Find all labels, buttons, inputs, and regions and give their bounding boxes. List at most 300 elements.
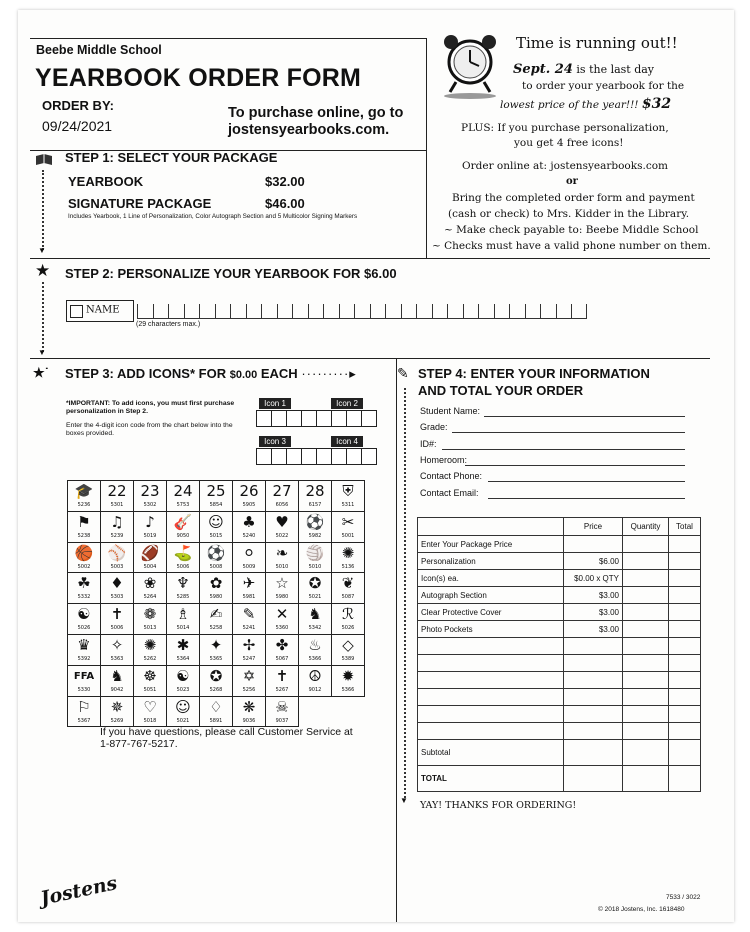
icon-chart-cell <box>200 481 233 512</box>
icon-code: 5301 <box>110 502 124 508</box>
order-row-label: Clear Protective Cover <box>418 604 564 621</box>
icon-glyph-icon: ☺ <box>208 512 224 531</box>
icon-glyph-icon: ✢ <box>242 635 256 654</box>
icon-glyph-icon: ◇ <box>342 635 354 654</box>
blank-row <box>418 638 701 655</box>
order-row-total[interactable] <box>669 621 701 638</box>
icon-chart-cell <box>101 573 134 604</box>
package-signature-name[interactable]: SIGNATURE PACKAGE <box>68 196 212 211</box>
step3-step4-divider <box>396 358 397 922</box>
order-by-label: ORDER BY: <box>42 98 114 113</box>
icon-chart-cell <box>101 512 134 543</box>
total-value[interactable] <box>669 766 701 792</box>
icon-code: 5015 <box>209 532 223 539</box>
icon-chart-cell <box>167 604 200 635</box>
icon-code: 5240 <box>242 532 256 539</box>
icon-glyph-icon: FFA <box>73 670 95 682</box>
form-number: 7533 / 3022 <box>666 894 701 901</box>
order-row-total[interactable] <box>669 553 701 570</box>
check-line-1: ~ Make check payable to: Beebe Middle School <box>444 224 699 236</box>
field-input-line[interactable] <box>484 416 685 417</box>
order-row-quantity[interactable] <box>623 553 669 570</box>
blank-total[interactable] <box>669 672 701 689</box>
order-row-total[interactable] <box>669 604 701 621</box>
step1-heading: STEP 1: SELECT YOUR PACKAGE <box>65 150 278 165</box>
top-rule <box>30 38 426 39</box>
package-yearbook-name[interactable]: YEARBOOK <box>68 174 144 189</box>
order-row-label: Enter Your Package Price <box>418 536 564 553</box>
icon-glyph-icon: ❀ <box>143 574 157 593</box>
blank-price <box>564 672 623 689</box>
field-label: ID#: <box>420 438 437 449</box>
icon-glyph-icon: ☸ <box>143 666 157 685</box>
book-icon <box>35 153 53 167</box>
icon-chart-cell <box>299 481 332 512</box>
icon-2-label: Icon 2 <box>331 398 363 409</box>
icon-chart-cell <box>68 604 101 635</box>
blank-qty[interactable] <box>623 723 669 740</box>
name-character-boxes[interactable] <box>137 304 587 319</box>
order-row-quantity[interactable] <box>623 604 669 621</box>
icon-glyph-icon: ✺ <box>143 635 157 654</box>
blank-total[interactable] <box>669 723 701 740</box>
online-line-2: jostensyearbooks.com. <box>228 122 390 138</box>
icon-glyph-icon: 28 <box>305 482 325 500</box>
order-row-quantity[interactable] <box>623 587 669 604</box>
blank-row <box>418 689 701 706</box>
icon-glyph-icon: 23 <box>140 482 160 500</box>
icon-code: 5264 <box>143 594 157 601</box>
icon-code: 5247 <box>242 655 256 662</box>
icon-glyph-icon: ✺ <box>341 543 355 562</box>
icon-chart-cell <box>332 666 365 697</box>
icon-glyph-icon: ✦ <box>209 635 223 654</box>
icon-code: 5360 <box>275 625 289 632</box>
icon-code: 5051 <box>143 686 157 693</box>
icon-glyph-icon: ⚽ <box>305 512 325 531</box>
icon-chart-cell <box>101 543 134 574</box>
icon-glyph-icon: ♗ <box>176 605 190 624</box>
icon-glyph-icon: ♦ <box>110 574 124 593</box>
order-total-table <box>417 517 701 792</box>
icon-chart-cell <box>167 481 200 512</box>
pencil-icon: ✎ <box>397 365 409 381</box>
icon-chart-cell <box>68 481 101 512</box>
icon-glyph-icon: ⚾ <box>107 543 127 562</box>
plus-text: If you purchase personalization, <box>497 122 669 134</box>
header-blank <box>418 518 564 536</box>
subtotal-price <box>564 740 623 766</box>
icon-2-code-boxes[interactable] <box>316 410 376 427</box>
icon-instruction: Enter the 4-digit icon code from the chart below into the boxes provided. <box>66 422 233 437</box>
icon-code: 5002 <box>77 563 91 570</box>
icon-code: 5013 <box>143 625 157 632</box>
icon-code: 5009 <box>242 563 256 570</box>
icon-glyph-icon: ☆ <box>275 574 289 593</box>
icon-chart-cell <box>200 666 233 697</box>
icon-code: 5342 <box>308 625 322 632</box>
icon-code: 5262 <box>143 655 157 662</box>
icon-glyph-icon: ♞ <box>110 666 124 685</box>
icon-glyph-icon: ✱ <box>176 635 190 654</box>
icon-glyph-icon: 🏐 <box>305 543 325 562</box>
header-divider <box>426 38 427 258</box>
plus-label: PLUS: <box>461 122 495 134</box>
icon-4-code-boxes[interactable] <box>316 448 376 465</box>
blank-cell <box>418 689 564 706</box>
field-input-line[interactable] <box>488 498 685 499</box>
icon-chart-cell <box>299 512 332 543</box>
sparkle-icon: ★˙ <box>33 365 49 380</box>
name-checkbox-group[interactable] <box>66 300 134 322</box>
order-row-total[interactable] <box>669 570 701 587</box>
subtotal-value[interactable] <box>669 740 701 766</box>
icon-glyph-icon: ♥ <box>275 512 289 531</box>
icon-chart-cell <box>134 666 167 697</box>
bring-line-1: Bring the completed order form and payment <box>452 192 695 204</box>
icon-chart-cell <box>332 543 365 574</box>
icon-code: 5238 <box>77 532 91 539</box>
icon-chart-cell <box>233 481 266 512</box>
icon-3-label: Icon 3 <box>259 436 291 447</box>
package-yearbook-price: $32.00 <box>265 174 305 189</box>
icon-code: 5854 <box>209 502 223 508</box>
name-max-note: (29 characters max.) <box>136 321 201 328</box>
icon-glyph-icon: ✎ <box>242 605 256 624</box>
icon-chart-cell <box>332 635 365 666</box>
icon-glyph-icon: ❧ <box>275 543 289 562</box>
icon-code: 9050 <box>176 532 190 539</box>
price-header: Price <box>564 518 623 536</box>
blank-cell <box>418 638 564 655</box>
school-name: Beebe Middle School <box>36 43 162 57</box>
icon-code: 5980 <box>209 594 223 601</box>
icon-code: 5010 <box>308 563 322 570</box>
icon-glyph-icon: ❁ <box>143 605 157 624</box>
icon-glyph-icon: 🏀 <box>74 543 94 562</box>
deadline-rest: is the last day <box>572 63 655 76</box>
icon-glyph-icon: 🎓 <box>74 482 94 500</box>
subtotal-label: Subtotal <box>418 740 564 766</box>
package-signature-price: $46.00 <box>265 196 305 211</box>
icon-3-code-boxes[interactable] <box>256 448 316 465</box>
total-header: Total <box>669 518 701 536</box>
icon-code: 5239 <box>110 532 124 539</box>
icon-chart-cell <box>167 573 200 604</box>
icon-code: 5302 <box>143 502 157 508</box>
step2-rule <box>30 358 710 359</box>
icon-chart-cell <box>68 635 101 666</box>
order-row-price: $3.00 <box>564 621 623 638</box>
icon-code: 5363 <box>110 655 124 662</box>
check-line-2: ~ Checks must have a valid phone number on them. <box>432 240 711 252</box>
icon-chart-cell <box>134 697 167 728</box>
notice-line-3-text: lowest price of the year!!! <box>500 99 639 111</box>
blank-qty[interactable] <box>623 655 669 672</box>
blank-total[interactable] <box>669 655 701 672</box>
deadline-date: Sept. 24 <box>513 62 573 77</box>
icon-code: 6056 <box>275 502 289 508</box>
icon-code: 5022 <box>275 532 289 539</box>
icon-chart-cell <box>266 635 299 666</box>
order-row <box>418 570 701 587</box>
icon-glyph-icon: ❋ <box>242 697 256 716</box>
notice-line-2: to order your yearbook for the <box>522 80 685 92</box>
icon-glyph-icon: 🎸 <box>173 512 193 531</box>
order-rows <box>418 536 701 638</box>
icon-glyph-icon: ♨ <box>308 635 322 654</box>
questions-note: If you have questions, please call Customer Service at 1-877-767-5217. <box>100 726 353 750</box>
icon-code: 5003 <box>110 563 124 570</box>
online-line-1: To purchase online, go to <box>228 105 404 121</box>
icon-glyph-icon: ✕ <box>275 605 289 624</box>
blank-price <box>564 655 623 672</box>
icon-code: 5891 <box>209 717 223 724</box>
icon-4-label: Icon 4 <box>331 436 363 447</box>
name-label: NAME <box>86 304 120 316</box>
icon-chart-cell <box>233 573 266 604</box>
order-row <box>418 536 701 553</box>
blank-row <box>418 723 701 740</box>
icon-glyph-icon: ⚐ <box>77 697 91 716</box>
notice-price: $32 <box>641 96 672 112</box>
icon-chart-cell <box>299 573 332 604</box>
icon-code: 5087 <box>341 594 355 601</box>
order-row-total[interactable] <box>669 536 701 553</box>
order-row-total[interactable] <box>669 587 701 604</box>
icon-code: 5023 <box>176 686 190 693</box>
notice-headline: Time is running out!! <box>516 34 678 52</box>
icon-code: 5014 <box>176 625 190 632</box>
icon-code: 5004 <box>143 563 157 570</box>
icon-glyph-icon: ☘ <box>77 574 91 593</box>
order-row-price: $6.00 <box>564 553 623 570</box>
icon-1-label: Icon 1 <box>259 398 291 409</box>
icon-chart-cell <box>233 604 266 635</box>
online-label: Order online at: <box>462 160 548 172</box>
icon-code: 5392 <box>77 655 91 662</box>
icon-chart-cell <box>332 481 365 512</box>
blank-price <box>564 706 623 723</box>
order-form-page <box>18 10 734 922</box>
icon-chart-cell <box>134 635 167 666</box>
icon-glyph-icon: 26 <box>239 482 259 500</box>
field-label: Grade: <box>420 422 448 433</box>
blank-row <box>418 706 701 723</box>
icon-chart-cell <box>200 604 233 635</box>
icon-code: 5905 <box>242 502 256 508</box>
name-checkbox[interactable] <box>70 305 83 318</box>
icon-glyph-icon: ℛ <box>342 605 354 624</box>
icon-chart-cell <box>167 697 200 728</box>
order-row-label: Personalization <box>418 553 564 570</box>
arrow-down-icon: ▼ <box>38 246 46 255</box>
icon-glyph-icon: ⛨ <box>342 482 354 500</box>
icon-chart-cell <box>101 697 134 728</box>
dotted-arrow-icon: ·········▸ <box>301 366 357 381</box>
icon-glyph-icon: ⚪ <box>242 543 256 562</box>
icon-code: 9042 <box>110 686 124 693</box>
plus-text-2: you get 4 free icons! <box>514 137 624 149</box>
icon-glyph-icon: ✡ <box>242 666 256 685</box>
step2-dotted-line <box>42 282 44 352</box>
icon-chart-cell <box>332 604 365 635</box>
total-price <box>564 766 623 792</box>
icon-glyph-icon: ✈ <box>242 574 256 593</box>
icon-chart-cell <box>332 573 365 604</box>
icon-glyph-icon: ❦ <box>341 574 355 593</box>
order-row <box>418 621 701 638</box>
icon-chart-cell <box>233 512 266 543</box>
icon-chart-cell <box>299 635 332 666</box>
icon-chart-cell <box>134 481 167 512</box>
blank-price <box>564 638 623 655</box>
icon-code: 5364 <box>176 655 190 662</box>
blank-qty[interactable] <box>623 706 669 723</box>
icon-code: 5330 <box>77 686 91 693</box>
icon-code: 5366 <box>308 655 322 662</box>
icon-code: 5006 <box>176 563 190 570</box>
icon-glyph-icon: 🏈 <box>140 543 160 562</box>
icon-chart-cell <box>167 666 200 697</box>
step1-dotted-line <box>42 170 44 250</box>
icon-chart-cell <box>167 635 200 666</box>
icon-glyph-icon: ☺ <box>175 697 191 716</box>
icon-code: 9012 <box>308 686 322 693</box>
order-row <box>418 587 701 604</box>
icon-code: 9037 <box>275 717 289 724</box>
icon-chart-cell <box>266 697 299 728</box>
arrow-down-icon-2: ▼ <box>38 348 46 357</box>
blank-total[interactable] <box>669 689 701 706</box>
step3-heading-price: $0.00 <box>229 369 258 381</box>
icon-code: 5367 <box>77 717 91 724</box>
star-icon: ★ <box>35 261 51 280</box>
notice-line-3 <box>500 96 671 112</box>
icon-glyph-icon: ✂ <box>341 512 355 531</box>
icon-chart-cell <box>68 573 101 604</box>
order-row-label: Autograph Section <box>418 587 564 604</box>
blank-qty[interactable] <box>623 638 669 655</box>
icon-code: 5008 <box>209 563 223 570</box>
icon-chart-cell <box>68 697 101 728</box>
icon-glyph-icon: ☠ <box>275 697 289 716</box>
notice-deadline <box>513 62 654 77</box>
order-row-label: Icon(s) ea. <box>418 570 564 587</box>
blank-qty[interactable] <box>623 672 669 689</box>
icon-code: 5366 <box>341 686 355 693</box>
icon-chart-cell <box>233 666 266 697</box>
bring-line-2: (cash or check) to Mrs. Kidder in the Library. <box>448 208 690 220</box>
order-row-price: $3.00 <box>564 604 623 621</box>
icon-glyph-icon: ✧ <box>110 635 124 654</box>
step4-heading-1: STEP 4: ENTER YOUR INFORMATION <box>418 366 650 381</box>
step1-rule <box>30 258 710 259</box>
blank-row <box>418 655 701 672</box>
icon-glyph-icon: ✪ <box>308 574 322 593</box>
order-row-label: Photo Pockets <box>418 621 564 638</box>
subtotal-qty <box>623 740 669 766</box>
order-row-quantity[interactable] <box>623 570 669 587</box>
icon-code: 6157 <box>308 502 322 508</box>
blank-cell <box>418 655 564 672</box>
blank-total[interactable] <box>669 706 701 723</box>
icon-glyph-icon: ⛳ <box>173 543 193 562</box>
icon-chart-cell <box>101 604 134 635</box>
field-input-line[interactable] <box>488 481 685 482</box>
icon-code: 5269 <box>110 717 124 724</box>
icon-glyph-icon: ♆ <box>176 574 190 593</box>
icon-glyph-icon: ☮ <box>308 666 322 685</box>
blank-price <box>564 689 623 706</box>
icon-code: 5389 <box>341 655 355 662</box>
blank-cell <box>418 672 564 689</box>
blank-qty[interactable] <box>623 689 669 706</box>
total-qty <box>623 766 669 792</box>
order-row-quantity[interactable] <box>623 621 669 638</box>
icon-chart-cell <box>134 604 167 635</box>
icon-code: 5258 <box>209 625 223 632</box>
jostens-logo: Jostens <box>38 872 120 910</box>
alarm-clock-icon <box>438 30 502 102</box>
icon-glyph-icon: 25 <box>206 482 226 500</box>
icon-glyph-icon: ♫ <box>110 512 124 531</box>
icon-glyph-icon: ♢ <box>209 697 223 716</box>
icon-code: 5241 <box>242 625 256 632</box>
field-label: Contact Phone: <box>420 471 483 482</box>
order-row-price: $0.00 x QTY <box>564 570 623 587</box>
icon-code: 9036 <box>242 717 256 724</box>
icon-code: 5256 <box>242 686 256 693</box>
order-row-price <box>564 536 623 553</box>
signature-package-note: Includes Yearbook, 1 Line of Personalization, Color Autograph Section and 5 Multicolor Signing Markers <box>68 213 358 220</box>
icon-glyph-icon: 22 <box>107 482 127 500</box>
step2-heading: STEP 2: PERSONALIZE YOUR YEARBOOK FOR $6.00 <box>65 266 397 281</box>
icon-code: 5001 <box>341 532 355 539</box>
icon-chart-cell <box>167 512 200 543</box>
icon-code: 5285 <box>176 594 190 601</box>
blank-row <box>418 672 701 689</box>
blank-total[interactable] <box>669 638 701 655</box>
icon-chart-cell <box>266 543 299 574</box>
icon-glyph-icon: ⚽ <box>206 543 226 562</box>
icon-glyph-icon: ✵ <box>110 697 124 716</box>
field-input-line[interactable] <box>465 465 685 466</box>
icon-chart-cell <box>200 697 233 728</box>
icon-chart-cell <box>266 573 299 604</box>
field-input-line[interactable] <box>452 432 685 433</box>
icon-glyph-icon: ♛ <box>77 635 91 654</box>
step3-heading <box>65 366 357 382</box>
icon-code: 5067 <box>275 655 289 662</box>
icon-chart-cell <box>200 543 233 574</box>
blank-cell <box>418 706 564 723</box>
field-input-line[interactable] <box>442 449 685 450</box>
icon-code: 5267 <box>275 686 289 693</box>
icon-1-code-boxes[interactable] <box>256 410 316 427</box>
icon-code: 5006 <box>110 625 124 632</box>
arrow-down-icon-3: ▼ <box>400 796 408 805</box>
online-url: jostensyearbooks.com <box>550 160 668 172</box>
icon-chart <box>67 480 365 727</box>
icon-glyph-icon: ✍ <box>209 605 223 624</box>
icon-chart-cell <box>68 512 101 543</box>
order-row-quantity[interactable] <box>623 536 669 553</box>
icon-code: 5018 <box>143 717 157 724</box>
icon-chart-cell <box>167 543 200 574</box>
blank-cell <box>418 723 564 740</box>
icon-chart-cell <box>101 666 134 697</box>
